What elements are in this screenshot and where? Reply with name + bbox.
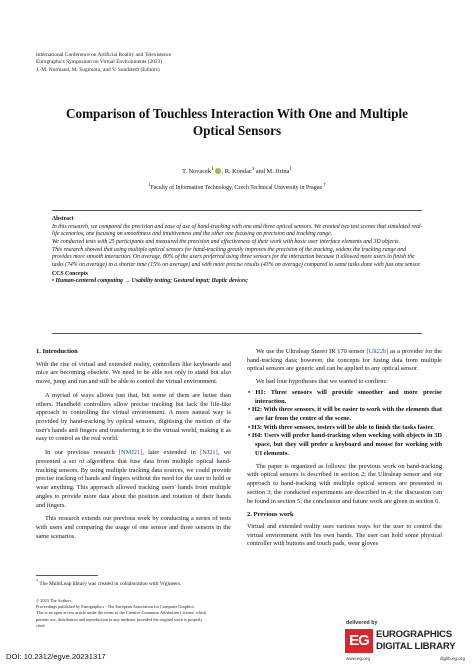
footnote	[36, 578, 181, 587]
affiliation-sup: 1	[148, 183, 151, 188]
text-span: In our previous research	[45, 449, 119, 457]
abstract-top-rule	[52, 210, 422, 211]
body-paragraph: The paper is organized as follows: the previous work on hand-tracking with optical sensors is described in section 2; the Ultraleap sensor and our approach to hand-tracking with multiple optical sensors are presented in section 3; the conducted experiments are described in 4; the discussion can be found in section 5; the conclusion and future work are given in section 6.	[247, 462, 442, 505]
conference-line: International Conference on Artificial Reality and Telexistence	[36, 52, 172, 58]
logo-caption: delivered by	[346, 620, 378, 626]
intro-paragraph: A myriad of ways allows just that, but some of them are better than others. Handheld controllers allow precise tracking but lack the life-like approach to controlling the virtual environment. A more natural way is provided by hand-tracking by optical sensors, digitising the motion of the user's hands and fingers and transferring it to the virtual world, making it as easy to control as the real world.	[36, 391, 231, 443]
affiliation-mark: †	[323, 183, 326, 188]
body-paragraph	[247, 348, 442, 374]
copyright-notice	[36, 598, 234, 629]
logo-name: EUROGRAPHICS	[376, 629, 452, 640]
author-sup: 1	[210, 166, 214, 172]
intro-paragraph: This research extends our previous work by conducting a series of tests with users and comparing the usage of one sensor and three sensors in the same scenarios.	[36, 515, 231, 540]
citation-link[interactable]: [NJ21]	[200, 449, 218, 457]
right-column	[247, 348, 442, 549]
logo-name: DIGITAL LIBRARY	[376, 641, 456, 652]
hypothesis-item: • H3: With three sensors, testers will be able to finish the tasks faster.	[248, 423, 435, 431]
hypothesis-item: • H1: Three sensors will provide smoother and more precise interaction.	[248, 388, 442, 405]
abstract-paragraph: This research showed that using multiple optical sensors for hand-tracking greatly improves the precision of the tracking, widens the tracking range and provides more smooth interaction. On average, 80% of the users preferred using three sensors for the interaction because it allowed more users to finish the tasks (74% on average) in a shorter time (15% on average) and with more precise results (43% on average) compared to same tasks done with just one sensor.	[52, 246, 421, 268]
abstract-paragraph: In this research, we compared the precision and ease of use of hand-tracking with one and three optical sensors. We created two test scenes that simulated real-life scenarios, one focusing on smoothness and intuitiveness and the other one focusing on precision and tracking range.	[52, 223, 423, 238]
legal-line: cited.	[36, 622, 46, 628]
text-span: , later extended in	[142, 449, 201, 457]
legal-line: © 2023 The Authors.	[36, 598, 73, 603]
author-sup: 1	[289, 166, 292, 172]
legal-line: Proceedings published by Eurographics - The European Association for Computer Graphics.	[36, 604, 195, 610]
author-sup: 1	[251, 166, 255, 172]
title-line: Optical Sensors	[192, 122, 282, 138]
legal-line: permits use, distribution and reproduction in any medium, provided the original work is properly	[36, 616, 203, 622]
section-heading-previous-work: 2. Previous work	[247, 511, 294, 519]
left-column	[36, 348, 231, 541]
abstract-paragraph: We conducted tests with 25 participants and measured the precision and effectiveness of their work with basic user interface elements and 3D objects.	[52, 238, 400, 245]
intro-paragraph	[36, 449, 231, 510]
orcid-icon[interactable]	[215, 168, 221, 174]
conference-line: Eurographics Symposium on Virtual Environments (2023)	[36, 59, 163, 66]
logo-url[interactable]: www.eg.org	[346, 656, 371, 661]
abstract-block	[52, 216, 424, 286]
author-name: T. Novacek	[182, 168, 211, 176]
intro-paragraph: With the rise of virtual and extended reality, controllers like keyboards and mice are becoming obsolete. We need to be able not only to stand but also move, jump and run and still be able to control the virtual environment.	[36, 360, 231, 386]
abstract-heading: Abstract	[52, 216, 74, 222]
ccs-heading: CCS Concepts	[52, 270, 88, 277]
eurographics-logo[interactable]	[343, 618, 467, 664]
doi-label[interactable]: DOI: 10.2312/egve.20231317	[6, 652, 106, 661]
text-span: , we presented a set of algorithms that fuse data from multiple optical hand-tracking sensors. By using multiple tracking data sources, we could provide precise tracking of hands and fingers without the need for the user to hold or wear anything. This approach allowed tracking users' hands from multiple angles to provide more data about the position and rotation of their hands and fingers.	[36, 449, 232, 509]
abstract-bottom-rule	[52, 333, 422, 334]
text-span: as a provider for the hand-tracking data; however, the concepts for fusing data from multiple optical sensors are generic and can be applied to any optical sensor.	[247, 348, 442, 373]
hypothesis-item: • H4: Users will prefer hand-tracking when working with objects in 3D space, but they will prefer a keyboard and mouse for working with UI elements.	[248, 432, 442, 457]
paper-title	[20, 106, 454, 139]
citation-link[interactable]: [Ult22b]	[366, 348, 389, 355]
body-paragraph: We had four hypotheses that we wanted to confirm:	[256, 378, 387, 386]
citation-link[interactable]: [NMJ21]	[118, 449, 143, 457]
title-line: Comparison of Touchless Interaction With One and Multiple	[65, 106, 409, 121]
author-name: and M. Jirina	[254, 168, 290, 176]
footnote-rule	[36, 575, 98, 576]
eg-logo-icon: EG	[345, 629, 373, 653]
affiliation-text: Faculty of Information Technology, Czech Technical University in Prague	[150, 184, 324, 191]
author-name: , R. Kondac	[221, 168, 252, 176]
conference-line: J.-M. Normand, M. Sugimoto, and V. Sundstedt (Editors)	[36, 66, 160, 73]
hypothesis-item: • H2: With three sensors, it will be easier to work with the elements that are far from the centre of the scene.	[248, 406, 442, 423]
conference-info	[36, 52, 171, 74]
body-paragraph: Virtual and extended reality uses various ways for the user to control the virtual environment with his own hands. The user can hold some physical controller with buttons and touch pads, wear gloves	[247, 522, 442, 548]
logo-url[interactable]: diglib.eg.org	[439, 656, 465, 661]
affiliation	[20, 183, 454, 191]
ccs-concepts: • Human-centered computing → Usability testing; Gestural input; Haptic devices;	[52, 278, 249, 285]
author-list	[20, 166, 454, 175]
section-heading-introduction: 1. Introduction	[36, 348, 78, 355]
legal-line: This is an open access article under the terms of the Creative Commons Attribution License, which	[36, 610, 207, 616]
text-span: We use the Ultraleap Stereo IR 170 sensor	[256, 348, 367, 355]
footnote-mark: †	[36, 578, 39, 583]
footnote-text: The MultiLeap library was created in collaboration with Vrgineers.	[38, 580, 182, 587]
